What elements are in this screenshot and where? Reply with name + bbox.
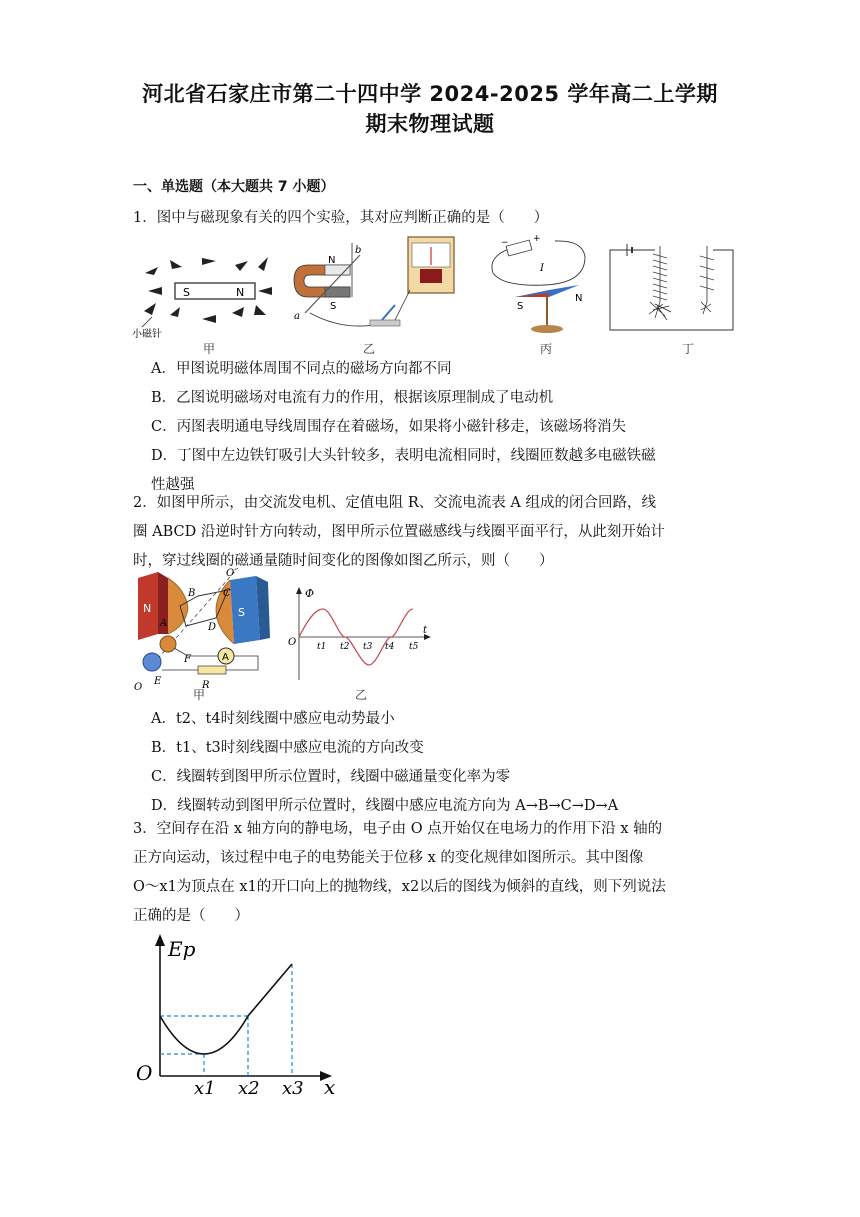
needle-n: N [575,293,583,304]
svg-text:t2: t2 [340,642,350,652]
q1-option-d: D．丁图中左边铁钉吸引大头针较多，表明电流相同时，线圈匝数越多电磁铁磁 [151,448,656,464]
q3-graph [128,930,348,1100]
q2-fig-jia [128,566,288,701]
svg-text:t1: t1 [317,642,327,652]
q1-label-jia: 甲 [203,342,216,356]
slip-ring-2 [143,653,161,671]
svg-text:−: − [501,238,509,248]
q1-label-bing: 丙 [540,342,553,356]
ep-label: Ep [168,937,196,961]
q1-option-a: A．甲图说明磁体周围不同点的磁场方向都不同 [151,361,452,377]
q1-stem: 1．图中与磁现象有关的四个实验，其对应判断正确的是（ ） [133,210,549,226]
horseshoe-n: N [328,255,336,266]
q1-fig-ding [605,240,735,335]
guide-lines [160,964,292,1076]
q2-stem-2: 圈 ABCD 沿逆时针方向转动，图甲所示位置磁感线与线圈平面平行，从此刻开始计 [133,524,665,540]
q1-fig-jia [130,245,280,350]
svg-text:A: A [160,618,168,629]
q3-stem-2: 正方向运动，该过程中电子的电势能关于位移 x 的变化规律如图所示。其中图像 [133,850,644,866]
q1-option-d-cont: 性越强 [151,477,195,493]
q1-option-b: B．乙图说明磁场对电流有力的作用，根据该原理制成了电动机 [151,390,554,406]
page-title-line1: 河北省石家庄市第二十四中学 2024-2025 学年高二上学期 [142,82,718,106]
needle-label: 小磁针 [132,329,162,340]
origin-label: O [136,1061,153,1085]
svg-text:O′: O′ [226,568,237,579]
svg-text:t5: t5 [409,642,419,652]
rail-b: b [355,245,362,256]
q3-stem-3: O～x1为顶点在 x1的开口向上的抛物线，x2以后的图线为倾斜的直线，则下列说法 [133,879,666,895]
svg-text:R: R [202,680,210,691]
svg-text:C: C [223,588,231,599]
svg-text:S: S [238,606,245,619]
pins [649,302,711,320]
needle-s: S [517,301,524,312]
q1-label-yi: 乙 [363,342,376,356]
phi-label: Φ [305,587,315,600]
section-heading: 一、单选题（本大题共 7 小题） [133,179,335,195]
origin-label: O [288,637,297,648]
switch [370,320,400,326]
q2-stem-3: 时，穿过线圈的磁通量随时间变化的图像如图乙所示，则（ ） [133,553,554,569]
horseshoe-s: S [330,301,337,312]
slip-ring-1 [160,636,176,652]
q2-option-b: B．t1、t3时刻线圈中感应电流的方向改变 [151,740,424,756]
x3-label: x3 [282,1078,304,1099]
magnet-s-label: S [183,286,190,299]
q2-stem-1: 2．如图甲所示，由交流发电机、定值电阻 R、交流电流表 A 组成的闭合回路，线 [133,495,656,511]
right-nail [700,246,714,302]
t-label: t [423,625,428,636]
x-label: x [324,1075,336,1099]
left-nail [653,246,667,302]
page-title-line2: 期末物理试题 [365,112,495,136]
svg-text:O: O [134,682,143,693]
q2-fig-yi [285,585,435,685]
battery [506,240,532,256]
q2-option-a: A．t2、t4时刻线圈中感应电动势最小 [151,711,395,727]
svg-text:D: D [208,622,217,633]
q2-label-jia: 甲 [193,688,206,702]
svg-text:t4: t4 [385,642,395,652]
svg-text:N: N [143,602,152,615]
current-i: I [540,263,544,274]
resistor [198,666,226,674]
svg-text:+: + [533,235,541,244]
rail-a: a [294,311,300,322]
q1-option-c: C．丙图表明通电导线周围存在着磁场，如果将小磁针移走，该磁场将消失 [151,419,627,435]
q3-stem-1: 3．空间存在沿 x 轴方向的静电场，电子由 O 点开始仅在电场力的作用下沿 x 轴的 [133,821,663,837]
q3-stem-4: 正确的是（ ） [133,908,249,924]
q1-label-ding: 丁 [682,342,695,356]
q1-fig-yi [290,235,460,345]
circuit [610,250,733,330]
magnet-n-label: N [236,286,245,299]
svg-text:B: B [188,588,196,599]
q2-option-d: D．线圈转动到图甲所示位置时，线圈中感应电流方向为 A→B→C→D→A [151,798,619,814]
q2-label-yi: 乙 [355,688,368,702]
magnet-s-pole [230,576,260,644]
svg-text:F: F [184,654,191,665]
svg-text:t3: t3 [363,642,373,652]
x1-label: x1 [194,1078,216,1099]
svg-text:A: A [222,652,229,663]
q1-fig-bing [485,235,600,345]
q2-option-c: C．线圈转到图甲所示位置时，线圈中磁通量变化率为零 [151,769,511,785]
ep-curve [160,964,292,1054]
x2-label: x2 [238,1078,260,1099]
svg-text:E: E [154,676,162,687]
